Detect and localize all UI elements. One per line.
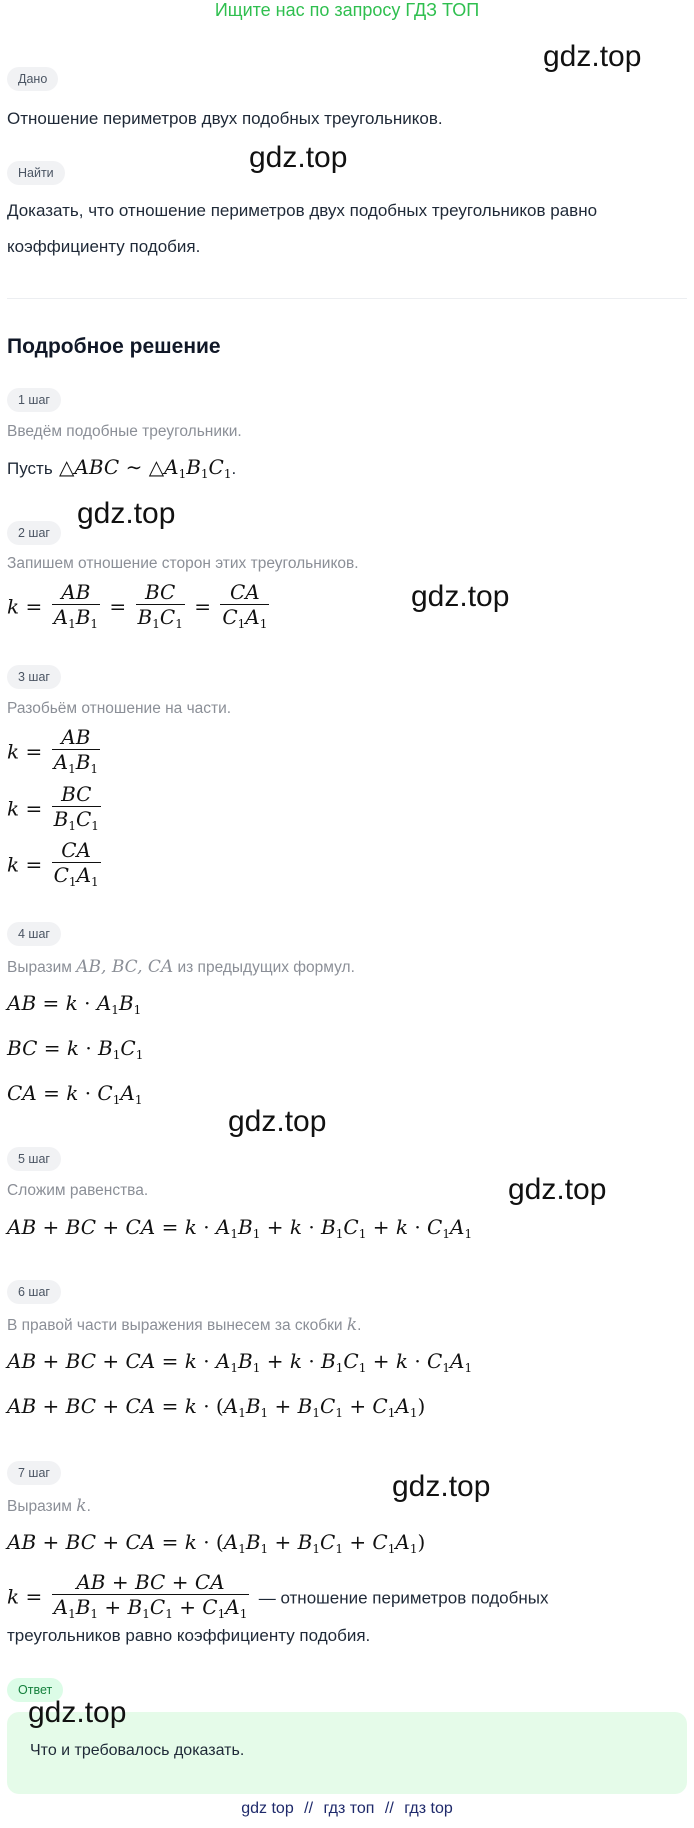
step-tail-text: . [231, 459, 237, 478]
similarity-statement: Пусть △ABC ∼ $\triangle A_1B_1C_1$. [7, 455, 237, 481]
step-label: 1 шаг [7, 388, 61, 412]
step-description: Выразим AB, BC, CA из предыдущих формул. [7, 957, 355, 977]
step-description-start: В правой части выражения вынесем за скобки [7, 1317, 343, 1334]
result-conclusion: — отношение периметров подобных [258, 1588, 549, 1608]
watermark: gdz.top [249, 141, 348, 174]
find-text-line-1: Доказать, что отношение периметров двух подобных треугольников равно [7, 201, 598, 220]
step-description: Введём подобные треугольники. [7, 423, 242, 440]
given-label: Дано [7, 67, 58, 91]
step-description-start: Выразим [7, 959, 72, 976]
watermark: gdz.top [77, 497, 176, 530]
step-description-end: . [86, 1498, 91, 1515]
watermark: gdz.top [28, 1696, 127, 1729]
step-description-end: из предыдущих формул. [177, 959, 355, 976]
step-label: 6 шаг [7, 1280, 61, 1304]
result-equation: k = $\frac{AB + BC + CA}{A_1B_1 + B_1C_1 + C_1A_1}$ — отношение периметров подобных [7, 1570, 549, 1621]
step-description-start: Выразим [7, 1498, 72, 1515]
factored-equation: AB + BC + CA = $k \cdot (A_1B_1 + B_1C_1 + C_1A_1)$ [7, 1394, 426, 1420]
step-label: 7 шаг [7, 1461, 61, 1485]
ratio-part-bc: k = $\frac{BC}{B_1C_1}$ [7, 782, 99, 833]
step-description: Разобьём отношение на части. [7, 700, 232, 717]
search-banner: Ищите нас по запросу ГДЗ ТОП [214, 0, 480, 20]
step-description: Сложим равенства. [7, 1182, 149, 1199]
footer-links [0, 1800, 694, 1818]
watermark: gdz.top [228, 1105, 327, 1138]
footer-link[interactable]: гдз топ [323, 1800, 375, 1817]
answer-label: Ответ [7, 1678, 63, 1702]
side-ab-expression: AB = $k \cdot A_1B_1$ [7, 991, 142, 1017]
answer-text: Что и требовалось доказать. [30, 1742, 245, 1759]
step-description-end: . [357, 1317, 362, 1334]
watermark: gdz.top [392, 1470, 491, 1503]
step-lead-text: Пусть [7, 459, 53, 478]
watermark: gdz.top [411, 580, 510, 613]
sum-equation: AB + BC + CA = $k \cdot A_1B_1 + k \cdot B_1C_1 + k \cdot C_1A_1$ [7, 1215, 473, 1241]
find-label: Найти [7, 161, 65, 185]
footer-link[interactable]: гдз top [404, 1800, 453, 1817]
step-label: 3 шаг [7, 665, 61, 689]
ratio-part-ab: k = $\frac{AB}{A_1B_1}$ [7, 725, 99, 776]
step-label: 2 шаг [7, 521, 61, 545]
divider [7, 298, 687, 299]
solution-title: Подробное решение [7, 335, 221, 358]
step-description: В правой части выражения вынесем за скобки k. [7, 1315, 362, 1335]
side-ca-expression: CA = $k \cdot C_1A_1$ [7, 1081, 143, 1107]
factored-equation: AB + BC + CA = $k \cdot (A_1B_1 + B_1C_1 + C_1A_1)$ [7, 1530, 426, 1556]
given-text: Отношение периметров двух подобных треугольников. [7, 109, 443, 128]
footer-separator: // [304, 1800, 314, 1817]
footer-separator: // [384, 1800, 394, 1817]
footer-link[interactable]: gdz top [241, 1800, 294, 1817]
step-label: 5 шаг [7, 1147, 61, 1171]
ratio-equation: k = $\frac{AB}{A_1B_1}$ = $\frac{BC}{B_1C_1}$ = $\frac{CA}{C_1A_1}$ [7, 580, 268, 631]
sum-equation: AB + BC + CA = $k \cdot A_1B_1 + k \cdot B_1C_1 + k \cdot C_1A_1$ [7, 1349, 473, 1375]
result-conclusion-line-2: треугольников равно коэффициенту подобия. [7, 1626, 371, 1645]
side-bc-expression: BC = $k \cdot B_1C_1$ [7, 1036, 144, 1062]
watermark: gdz.top [508, 1173, 607, 1206]
step-label: 4 шаг [7, 922, 61, 946]
step-description: Запишем отношение сторон этих треугольников. [7, 555, 359, 572]
watermark: gdz.top [543, 40, 642, 73]
step-description: Выразим k. [7, 1496, 91, 1516]
find-text-line-2: коэффициенту подобия. [7, 237, 201, 256]
ratio-part-ca: k = $\frac{CA}{C_1A_1}$ [7, 838, 99, 889]
